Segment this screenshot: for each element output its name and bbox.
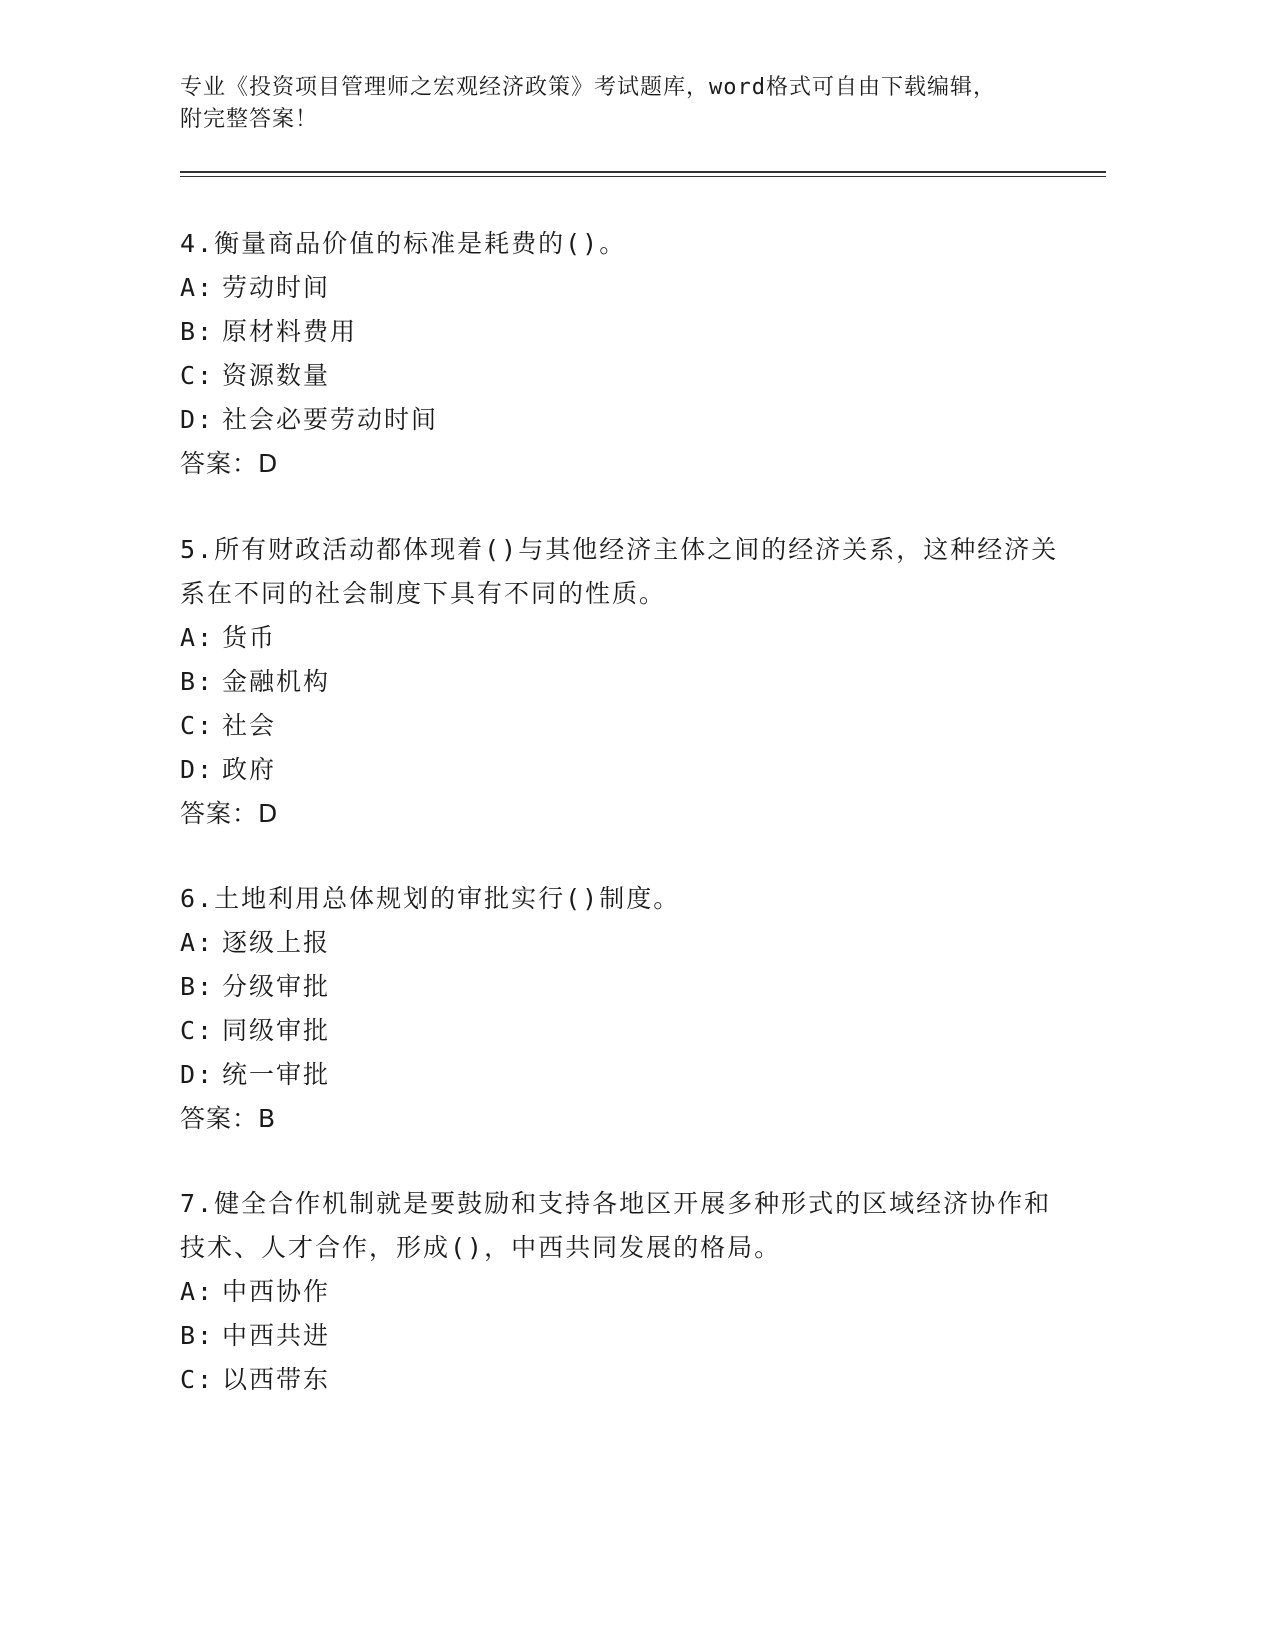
option-c bbox=[180, 1009, 1060, 1053]
header-rule-thick bbox=[180, 171, 1106, 173]
document-header bbox=[180, 72, 1040, 136]
option-letter: A: bbox=[180, 273, 215, 302]
option-a bbox=[180, 1270, 1060, 1314]
option-d bbox=[180, 398, 1060, 442]
option-letter: A: bbox=[180, 928, 215, 957]
option-letter: A: bbox=[180, 623, 215, 652]
option-letter: A: bbox=[180, 1277, 215, 1306]
answer-line: 答案：B bbox=[180, 1104, 277, 1133]
question-stem: 5.所有财政活动都体现着()与其他经济主体之间的经济关系，这种经济关系在不同的社会制度下具有不同的性质。 bbox=[180, 535, 1059, 608]
option-letter: C: bbox=[180, 361, 215, 390]
option-letter: B: bbox=[180, 667, 215, 696]
option-a bbox=[180, 266, 1060, 310]
option-text: 政府 bbox=[222, 755, 277, 784]
question-5 bbox=[180, 528, 1060, 836]
option-letter: C: bbox=[180, 711, 215, 740]
option-a bbox=[180, 921, 1060, 965]
option-b bbox=[180, 1314, 1060, 1358]
option-text: 中西协作 bbox=[222, 1277, 331, 1306]
option-letter: D: bbox=[180, 755, 215, 784]
option-text: 以西带东 bbox=[222, 1365, 331, 1394]
answer-line: 答案：D bbox=[180, 799, 279, 828]
option-c bbox=[180, 354, 1060, 398]
option-text: 分级审批 bbox=[222, 972, 331, 1001]
option-text: 同级审批 bbox=[222, 1016, 331, 1045]
option-c bbox=[180, 704, 1060, 748]
header-line-1: 专业《投资项目管理师之宏观经济政策》考试题库，word格式可自由下载编辑， bbox=[180, 75, 996, 100]
question-stem: 7.健全合作机制就是要鼓励和支持各地区开展多种形式的区域经济协作和技术、人才合作，形成()，中西共同发展的格局。 bbox=[180, 1189, 1052, 1262]
option-text: 资源数量 bbox=[222, 361, 331, 390]
option-b bbox=[180, 660, 1060, 704]
option-text: 社会必要劳动时间 bbox=[222, 405, 439, 434]
option-letter: C: bbox=[180, 1016, 215, 1045]
option-letter: B: bbox=[180, 317, 215, 346]
option-b bbox=[180, 310, 1060, 354]
option-text: 逐级上报 bbox=[222, 928, 331, 957]
question-4 bbox=[180, 222, 1060, 486]
option-a bbox=[180, 616, 1060, 660]
header-rule-thin bbox=[180, 176, 1106, 177]
option-text: 货币 bbox=[222, 623, 277, 652]
question-stem: 4.衡量商品价值的标准是耗费的()。 bbox=[180, 229, 627, 258]
header-line-2: 附完整答案！ bbox=[180, 107, 319, 132]
option-letter: B: bbox=[180, 972, 215, 1001]
option-text: 金融机构 bbox=[222, 667, 331, 696]
option-text: 中西共进 bbox=[222, 1321, 331, 1350]
question-stem: 6.土地利用总体规划的审批实行()制度。 bbox=[180, 884, 681, 913]
option-text: 劳动时间 bbox=[222, 273, 331, 302]
answer-line: 答案：D bbox=[180, 449, 279, 478]
option-letter: D: bbox=[180, 405, 215, 434]
option-b bbox=[180, 965, 1060, 1009]
option-text: 社会 bbox=[222, 711, 277, 740]
option-letter: C: bbox=[180, 1365, 215, 1394]
question-6 bbox=[180, 877, 1060, 1141]
option-d bbox=[180, 748, 1060, 792]
option-text: 统一审批 bbox=[222, 1060, 331, 1089]
question-7 bbox=[180, 1182, 1060, 1402]
option-letter: B: bbox=[180, 1321, 215, 1350]
option-c bbox=[180, 1358, 1060, 1402]
option-d bbox=[180, 1053, 1060, 1097]
option-letter: D: bbox=[180, 1060, 215, 1089]
option-text: 原材料费用 bbox=[222, 317, 358, 346]
